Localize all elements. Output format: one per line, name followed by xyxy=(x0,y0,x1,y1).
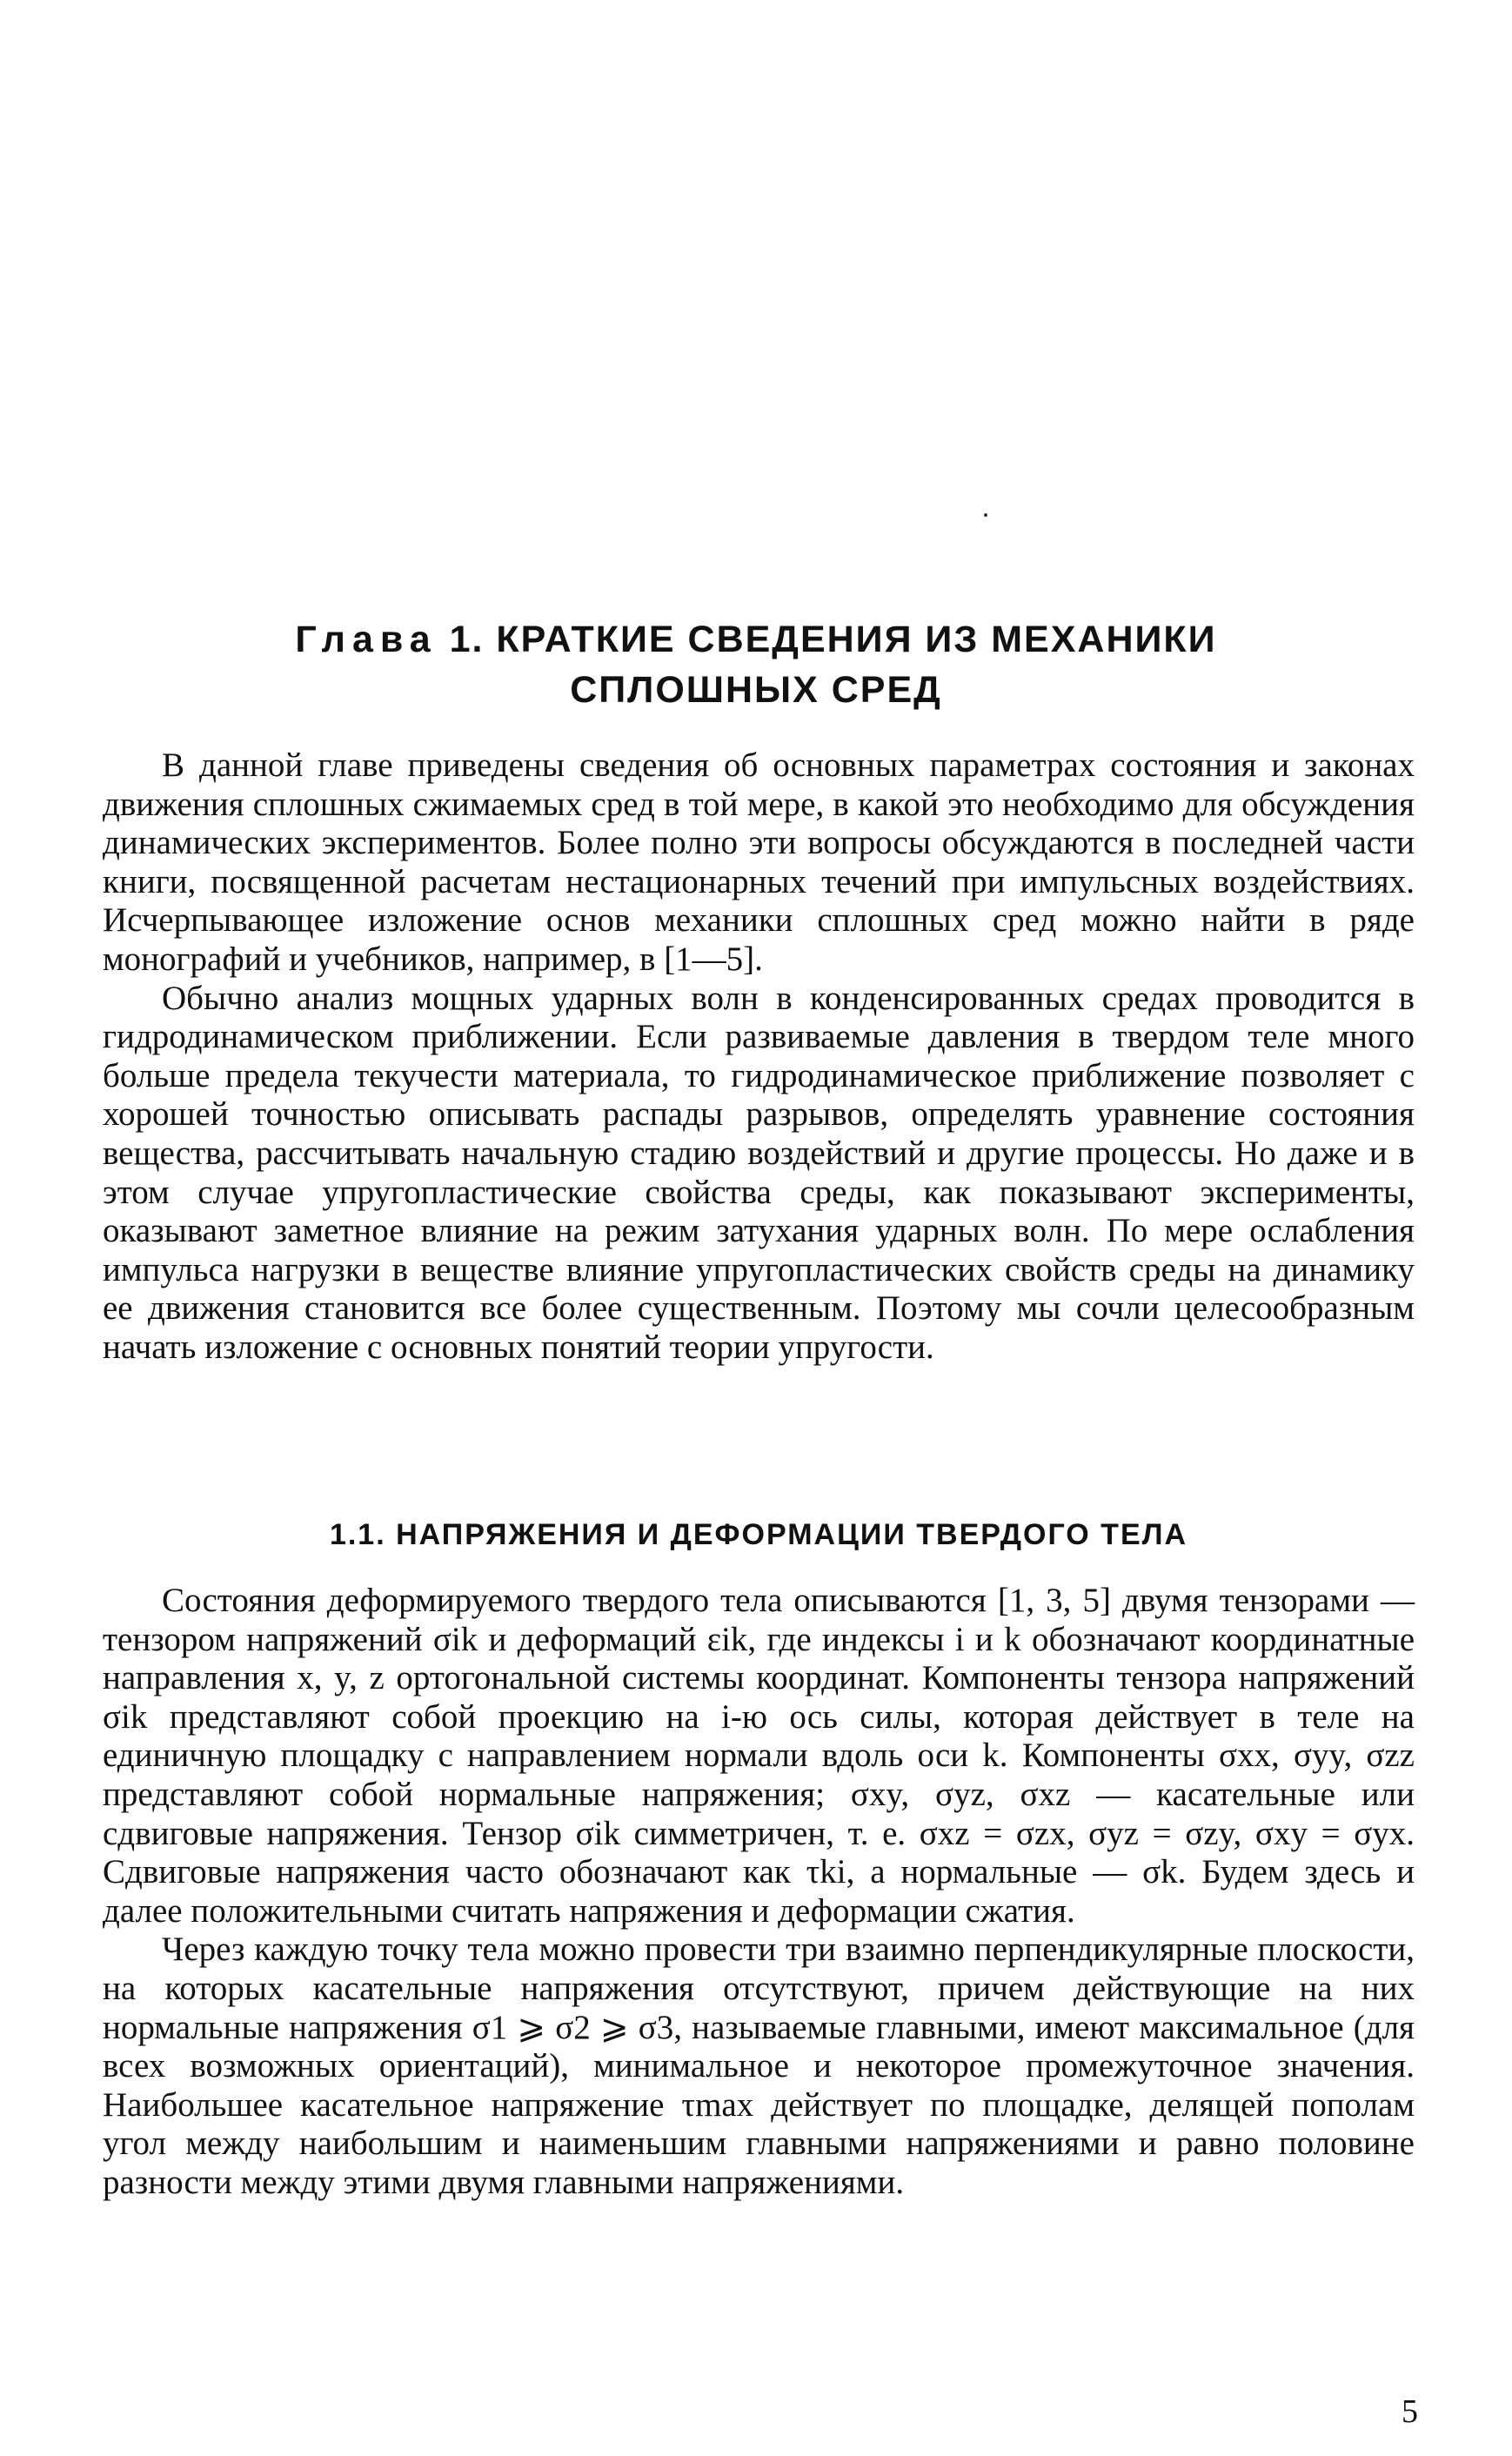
page-number: 5 xyxy=(1402,2393,1418,2430)
chapter-title xyxy=(104,614,1408,715)
chapter-title-text: 1. КРАТКИЕ СВЕДЕНИЯ ИЗ МЕХАНИКИ xyxy=(449,619,1217,660)
section-text xyxy=(103,1582,1415,2203)
chapter-title-line-2: СПЛОШНЫХ СРЕД xyxy=(570,669,942,711)
chapter-label: Глава xyxy=(295,619,438,660)
intro-text xyxy=(103,746,1415,1368)
paragraph: Через каждую точку тела можно провести три взаимно перпендикулярные плоскости, на которых касательные напряжения отсутствуют, причем действующие на них нормальные напряжения σ1 ⩾ σ2 ⩾ σ3, называемые главными, имеют максимальное (для всех возможных ориентаций), минимальное и некоторое промежуточное значения. Наибольшее касательное напряжение τmax действует по площадке, делящей пополам угол между наибольшим и наименьшим главными напряжениями и равно половине разности между этими двумя главными напряжениями. xyxy=(103,1931,1415,2201)
paragraph: Обычно анализ мощных ударных волн в конденсированных средах проводится в гидродинамическом приближении. Если развиваемые давления в твердом теле много больше предела текучести материала, то гидродинамическое приближение позволяет с хорошей точностью описывать распады разрывов, определять уравнение состояния вещества, рассчитывать начальную стадию воздействий и другие процессы. Но даже и в этом случае упругопластические свойства среды, как показывают эксперименты, оказывают заметное влияние на режим затухания ударных волн. По мере ослабления импульса нагрузки в веществе влияние упругопластических свойств среды на динамику ее движения становится все более существенным. Поэтому мы сочли целесообразным начать изложение с основных понятий теории упругости. xyxy=(103,979,1415,1366)
section-heading: 1.1. НАПРЯЖЕНИЯ И ДЕФОРМАЦИИ ТВЕРДОГО ТЕЛА xyxy=(329,1518,1188,1551)
paragraph: В данной главе приведены сведения об основных параметрах состояния и законах движения сплошных сжимаемых сред в той мере, в какой это необходимо для обсуждения динамических экспериментов. Более полно эти вопросы обсуждаются в последней части книги, посвященной расчетам нестационарных течений при импульсных воздействиях. Исчерпывающее изложение основ механики сплошных сред можно найти в ряде монографий и учебников, например, в [1—5]. xyxy=(103,746,1415,978)
chapter-title-line-1 xyxy=(104,614,1408,665)
scan-speck xyxy=(984,513,987,517)
paragraph: Состояния деформируемого твердого тела описываются [1, 3, 5] двумя тензорами — тензором напряжений σik и деформаций εik, где индексы i и k обозначают координатные направления x, y, z ортогональной системы координат. Компоненты тензора напряжений σik представляют собой проекцию на i-ю ось силы, которая действует в теле на единичную площадку с направлением нормали вдоль оси k. Компоненты σxx, σyy, σzz представляют собой нормальные напряжения; σxy, σyz, σxz — касательные или сдвиговые напряжения. Тензор σik симметричен, т. е. σxz = σzx, σyz = σzy, σxy = σyx. Сдвиговые напряжения часто обозначают как τki, а нормальные — σk. Будем здесь и далее положительными считать напряжения и деформации сжатия. xyxy=(103,1582,1415,1930)
